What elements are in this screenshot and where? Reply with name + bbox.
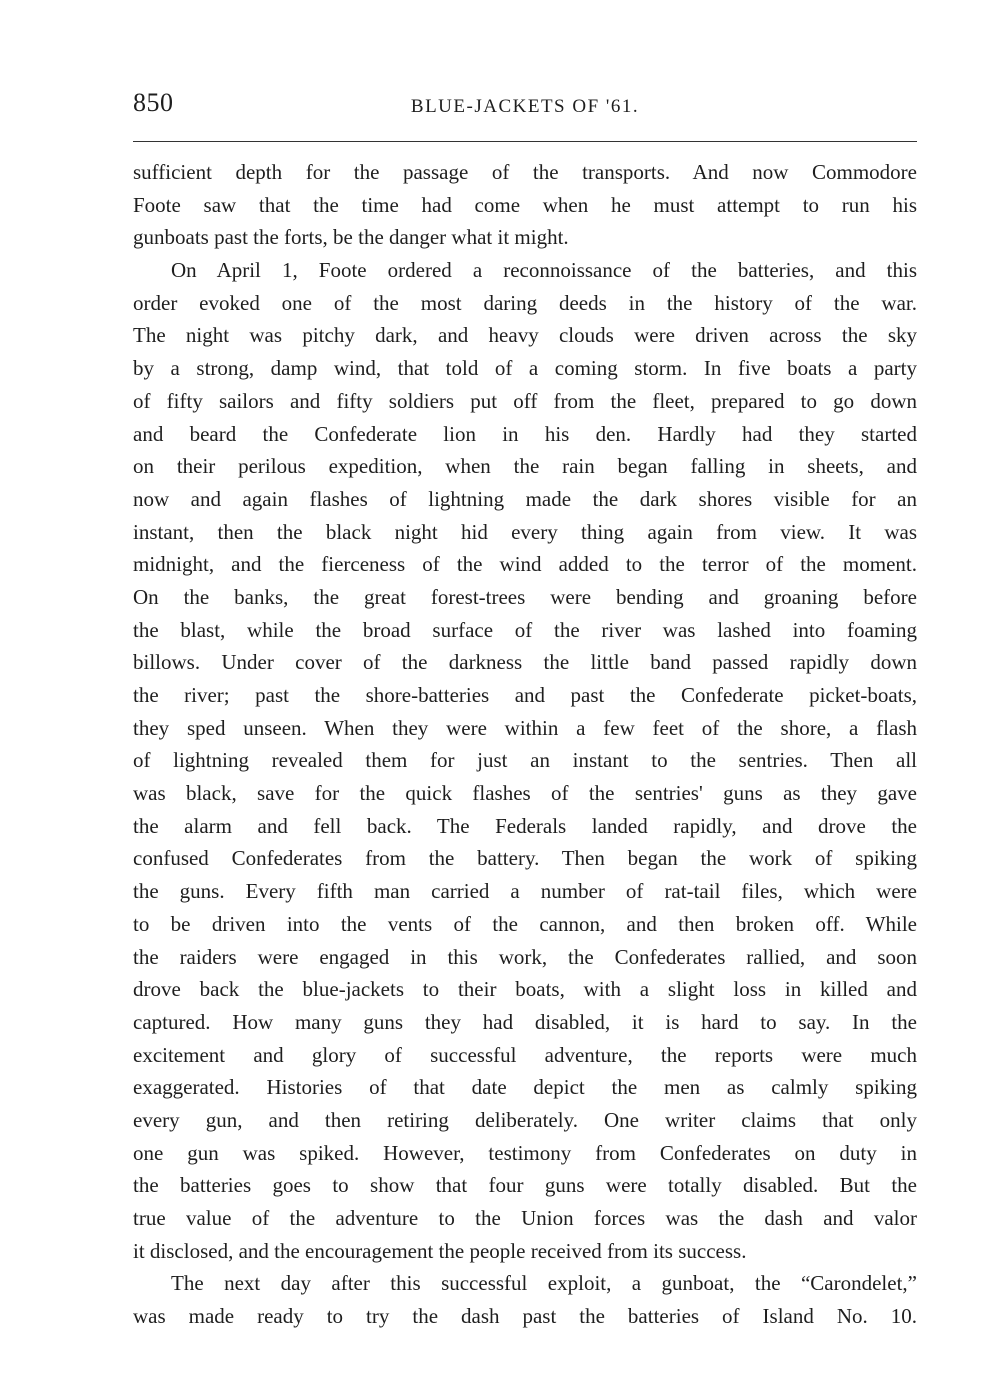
text-line: it disclosed, and the encouragement the people received from its success. [133,1238,747,1263]
text-line: was made ready to try the dash past the batteries of Island No. 10. [133,1304,917,1329]
text-line: midnight, and the fierceness of the wind added to the terror of the moment. [133,552,917,577]
text-line: every gun, and then retiring deliberately. One writer claims that only [133,1107,917,1132]
text-line: by a strong, damp wind, that told of a coming storm. In five boats a party [133,356,917,381]
body-text [133,156,917,1333]
text-line: exaggerated. Histories of that date depict the men as calmly spiking [133,1075,917,1100]
text-line: the guns. Every fifth man carried a number of rat-tail files, which were [133,879,917,904]
text-line: the alarm and fell back. The Federals landed rapidly, and drove the [133,813,917,838]
text-line: of fifty sailors and fifty soldiers put off from the fleet, prepared to go down [133,388,917,413]
text-line: the river; past the shore-batteries and past the Confederate picket-boats, [133,683,917,707]
text-line: billows. Under cover of the darkness the little band passed rapidly down [133,650,917,675]
text-line: the raiders were engaged in this work, the Confederates rallied, and soon [133,944,917,969]
text-line: the batteries goes to show that four guns were totally disabled. But the [133,1173,917,1198]
page-number: 850 [133,88,174,117]
text-line: drove back the blue-jackets to their boats, with a slight loss in killed and [133,977,917,1002]
text-line: of lightning revealed them for just an instant to the sentries. Then all [133,748,917,773]
text-line: The night was pitchy dark, and heavy clouds were driven across the sky [133,323,917,348]
text-line: Foote saw that the time had come when he must attempt to run his [133,192,917,217]
header-rule [133,141,917,142]
text-line: confused Confederates from the battery. Then began the work of spiking [133,846,917,871]
text-line: excitement and glory of successful adventure, the reports were much [133,1042,917,1067]
text-line: they sped unseen. When they were within a few feet of the shore, a flash [133,715,917,740]
text-line: now and again flashes of lightning made the dark shores visible for an [133,486,917,511]
text-line: instant, then the black night hid every thing again from view. It was [133,519,917,544]
text-line: to be driven into the vents of the cannon, and then broken off. While [133,911,917,936]
text-line: one gun was spiked. However, testimony from Confederates on duty in [133,1140,917,1165]
text-line: The next day after this successful exploit, a gunboat, the “Carondelet,” [171,1271,917,1296]
text-line: captured. How many guns they had disabled, it is hard to say. In the [133,1009,917,1034]
running-title: BLUE-JACKETS OF '61. [410,96,640,117]
text-line: order evoked one of the most daring deeds in the history of the war. [133,290,917,315]
text-line: was black, save for the quick flashes of the sentries' guns as they gave [133,781,917,806]
text-line: and beard the Confederate lion in his den. Hardly had they started [133,421,917,446]
text-line: On the banks, the great forest-trees were bending and groaning before [133,584,917,609]
text-line: on their perilous expedition, when the rain began falling in sheets, and [133,454,917,479]
text-line: gunboats past the forts, be the danger what it might. [133,225,569,250]
text-line: true value of the adventure to the Union forces was the dash and valor [133,1206,917,1230]
text-line: sufficient depth for the passage of the transports. And now Commodore [133,160,917,184]
running-head [133,88,917,128]
text-line: the blast, while the broad surface of the river was lashed into foaming [133,617,917,642]
text-line: On April 1, Foote ordered a reconnoissance of the batteries, and this [171,258,917,283]
